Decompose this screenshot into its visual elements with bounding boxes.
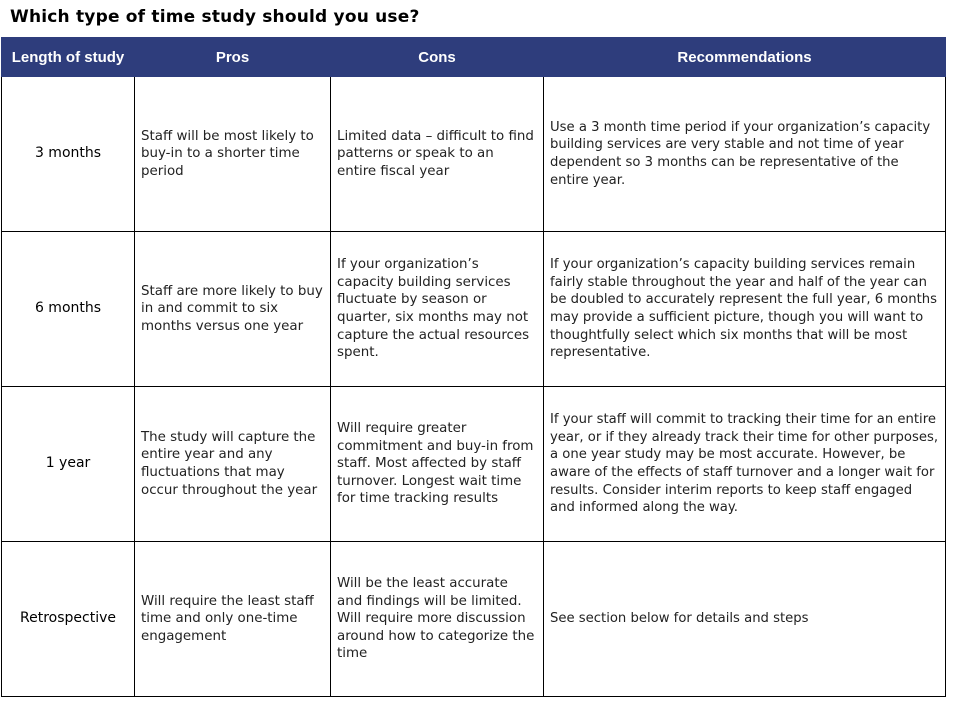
header-length-of-study: Length of study [2,38,135,77]
pros-cell: The study will capture the entire year and any fluctuations that may occur throughout the year [135,387,331,542]
table-row [2,232,946,387]
pros-cell: Staff will be most likely to buy-in to a shorter time period [135,77,331,232]
table-row [2,77,946,232]
length-cell: Retrospective [2,542,135,697]
cons-cell: Will require greater commitment and buy-in from staff. Most affected by staff turnover. Longest wait time for time tracking results [331,387,544,542]
length-cell: 1 year [2,387,135,542]
table-header-row [2,38,946,77]
cons-cell: Limited data – difficult to find patterns or speak to an entire fiscal year [331,77,544,232]
recommendations-cell: See section below for details and steps [544,542,946,697]
header-recommendations: Recommendations [544,38,946,77]
recommendations-cell: If your organization’s capacity building services remain fairly stable throughout the year and half of the year can be doubled to accurately represent the full year, 6 months may provide a sufficient picture, though you will want to thoughtfully select which six months that will be most representative. [544,232,946,387]
recommendations-cell: If your staff will commit to tracking their time for an entire year, or if they already track their time for other purposes, a one year study may be most accurate. However, be aware of the effects of staff turnover and a longer wait for results. Consider interim reports to keep staff engaged and informed along the way. [544,387,946,542]
length-cell: 6 months [2,232,135,387]
time-study-table [1,37,946,697]
table-row [2,542,946,697]
pros-cell: Will require the least staff time and only one-time engagement [135,542,331,697]
header-cons: Cons [331,38,544,77]
cons-cell: If your organization’s capacity building services fluctuate by season or quarter, six months may not capture the actual resources spent. [331,232,544,387]
header-pros: Pros [135,38,331,77]
page-title: Which type of time study should you use? [10,7,420,27]
cons-cell: Will be the least accurate and findings will be limited. Will require more discussion around how to categorize the time [331,542,544,697]
recommendations-cell: Use a 3 month time period if your organization’s capacity building services are very stable and not time of year dependent so 3 months can be representative of the entire year. [544,77,946,232]
pros-cell: Staff are more likely to buy in and commit to six months versus one year [135,232,331,387]
length-cell: 3 months [2,77,135,232]
table-row [2,387,946,542]
